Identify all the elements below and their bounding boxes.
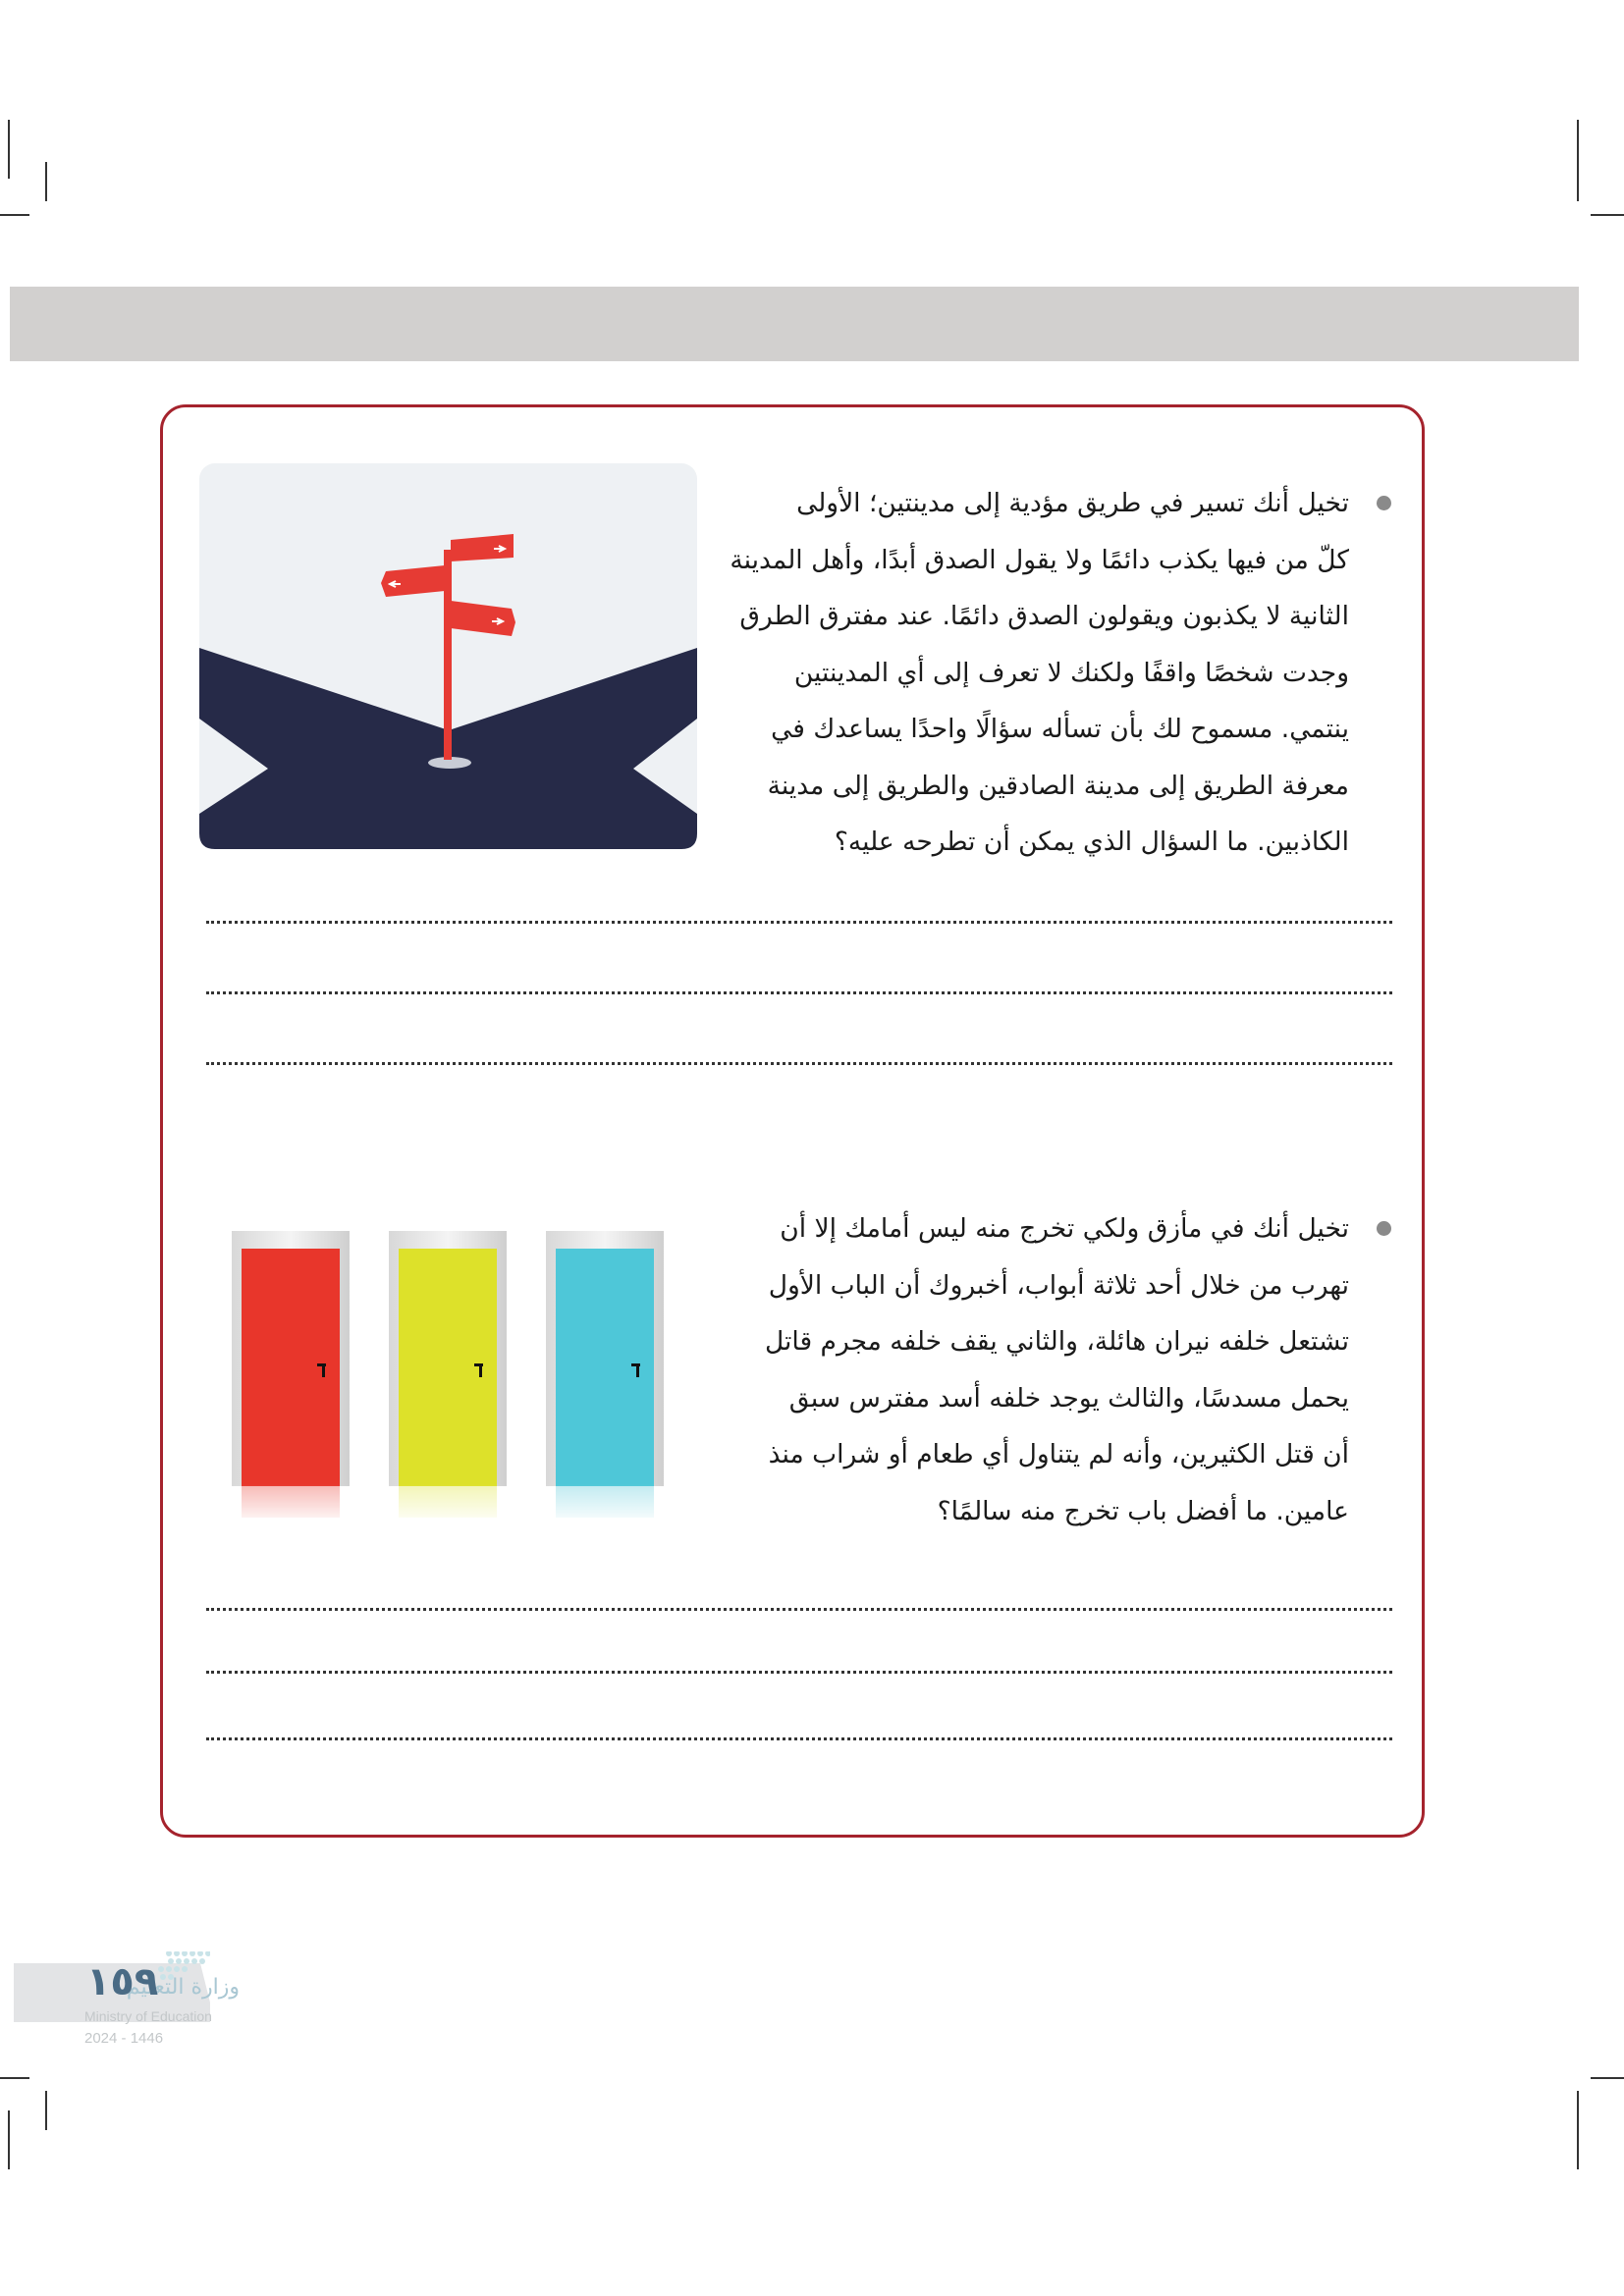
signpost-illustration xyxy=(199,463,697,849)
crop-mark xyxy=(1577,162,1579,201)
crop-mark xyxy=(8,2110,10,2169)
crop-mark xyxy=(0,2077,29,2079)
page-number: ١٥٩ xyxy=(86,1959,159,2004)
crop-mark xyxy=(1577,2091,1579,2169)
question-1-line: الثانية لا يكذبون ويقولون الصدق دائمًا. عند مفترق الطرق xyxy=(739,601,1349,631)
answer-line xyxy=(206,1671,1392,1674)
question-1-line: ينتمي. مسموح لك بأن تسأله سؤالًا واحدًا يساعدك في xyxy=(771,714,1349,744)
question-1-line: تخيل أنك تسير في طريق مؤدية إلى مدينتين؛ الأولى xyxy=(796,488,1349,518)
question-1-line: وجدت شخصًا واقفًا ولكنك لا تعرف إلى أي المدينتين xyxy=(793,657,1349,688)
ministry-name-ar: وزارة التعليم xyxy=(126,1975,240,2000)
answer-line xyxy=(206,1737,1392,1740)
crop-mark xyxy=(45,162,47,201)
crop-mark xyxy=(8,120,10,179)
question-2-line: عامين. ما أفضل باب تخرج منه سالمًا؟ xyxy=(937,1495,1349,1526)
question-2-line: يحمل مسدسًا، والثالث يوجد خلفه أسد مفترس سبق xyxy=(788,1382,1349,1414)
doors-illustration xyxy=(227,1231,669,1525)
question-2-line: تشتعل خلفه نيران هائلة، والثاني يقف خلفه مجرم قاتل xyxy=(764,1326,1349,1357)
question-2-text xyxy=(727,1201,1349,1539)
question-1-line: كلّ من فيها يكذب دائمًا ولا يقول الصدق أبدًا، وأهل المدينة xyxy=(730,544,1349,575)
question-2-line: أن قتل الكثيرين، وأنه لم يتناول أي طعام أو شراب منذ xyxy=(768,1439,1349,1469)
crop-mark xyxy=(0,214,29,216)
answer-line xyxy=(206,1062,1392,1065)
question-2-line: تهرب من خلال أحد ثلاثة أبواب، أخبروك أن الباب الأول xyxy=(768,1269,1349,1301)
header-band xyxy=(10,287,1579,361)
bullet-icon xyxy=(1377,496,1391,510)
answer-line xyxy=(206,921,1392,924)
answer-line xyxy=(206,991,1392,994)
crop-mark xyxy=(1591,2077,1624,2079)
question-1-line: الكاذبين. ما السؤال الذي يمكن أن تطرحه عليه؟ xyxy=(834,827,1349,857)
question-1-line: معرفة الطريق إلى مدينة الصادقين والطريق إلى مدينة xyxy=(767,770,1349,801)
crop-mark xyxy=(45,2091,47,2130)
edition-year: 2024 - 1446 xyxy=(84,2030,164,2047)
question-2-line: تخيل أنك في مأزق ولكي تخرج منه ليس أمامك إلا أن xyxy=(780,1213,1349,1244)
ministry-name-en: Ministry of Education xyxy=(84,2008,212,2024)
question-1-text xyxy=(707,475,1349,871)
answer-line xyxy=(206,1608,1392,1611)
crop-mark xyxy=(1591,214,1624,216)
bullet-icon xyxy=(1377,1221,1391,1236)
